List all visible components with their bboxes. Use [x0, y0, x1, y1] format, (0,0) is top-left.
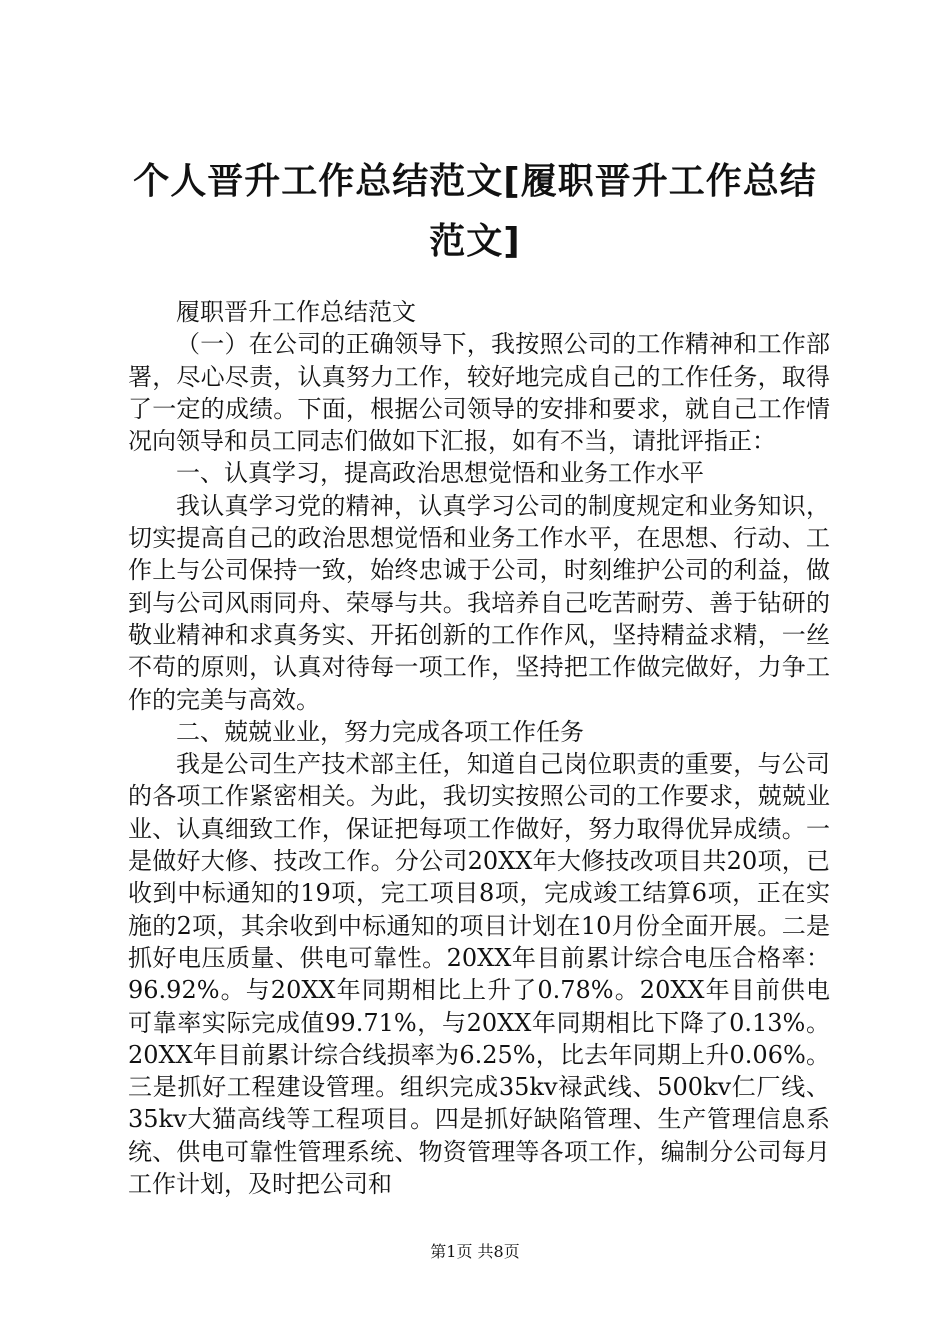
subtitle-paragraph: 履职晋升工作总结范文: [176, 298, 416, 326]
section-heading-2: 二、兢兢业业，努力完成各项工作任务: [176, 717, 584, 746]
document-body: [128, 296, 830, 1200]
section-heading-1: 一、认真学习，提高政治思想觉悟和业务工作水平: [176, 459, 704, 488]
intro-paragraph: （一）在公司的正确领导下，我按照公司的工作精神和工作部署，尽心尽责，认真努力工作，较好地完成自己的工作任务，取得了一定的成绩。下面，根据公司领导的安排和要求，就自己工作情况向领导和员工同志们做如下汇报，如有不当，请批评指正：: [128, 330, 830, 456]
page-footer: 第1页 共8页: [430, 1242, 520, 1261]
document-title: 个人晋升工作总结范文[履职晋升工作总结范文]: [133, 161, 817, 262]
body-paragraph-1: 我认真学习党的精神，认真学习公司的制度规定和业务知识，切实提高自己的政治思想觉悟和业务工作水平，在思想、行动、工作上与公司保持一致，始终忠诚于公司，时刻维护公司的利益，做到与公司风雨同舟、荣辱与共。我培养自己吃苦耐劳、善于钻研的敬业精神和求真务实、开拓创新的工作作风，坚持精益求精，一丝不苟的原则，认真对待每一项工作，坚持把工作做完做好，力争工作的完美与高效。: [128, 491, 830, 714]
body-paragraph-2: 我是公司生产技术部主任，知道自己岗位职责的重要，与公司的各项工作紧密相关。为此，我切实按照公司的工作要求，兢兢业业、认真细致工作，保证把每项工作做好，努力取得优异成绩。一是做好大修、技改工作。分公司20XX年大修技改项目共20项，已收到中标通知的19项，完工项目8项，完成竣工结算6项，正在实施的2项，其余收到中标通知的项目计划在10月份全面开展。二是抓好电压质量、供电可靠性。20XX年目前累计综合电压合格率：96.92%。与20XX年同期相比上升了0.78%。20XX年目前供电可靠率实际完成值99.71%，与20XX年同期相比下降了0.13%。20XX年目前累计综合线损率为6.25%，比去年同期上升0.06%。三是抓好工程建设管理。组织完成35kv禄武线、500kv仁厂线、35kv大猫高线等工程项目。四是抓好缺陷管理、生产管理信息系统、供电可靠性管理系统、物资管理等各项工作，编制分公司每月工作计划，及时把公司和: [128, 750, 830, 1199]
